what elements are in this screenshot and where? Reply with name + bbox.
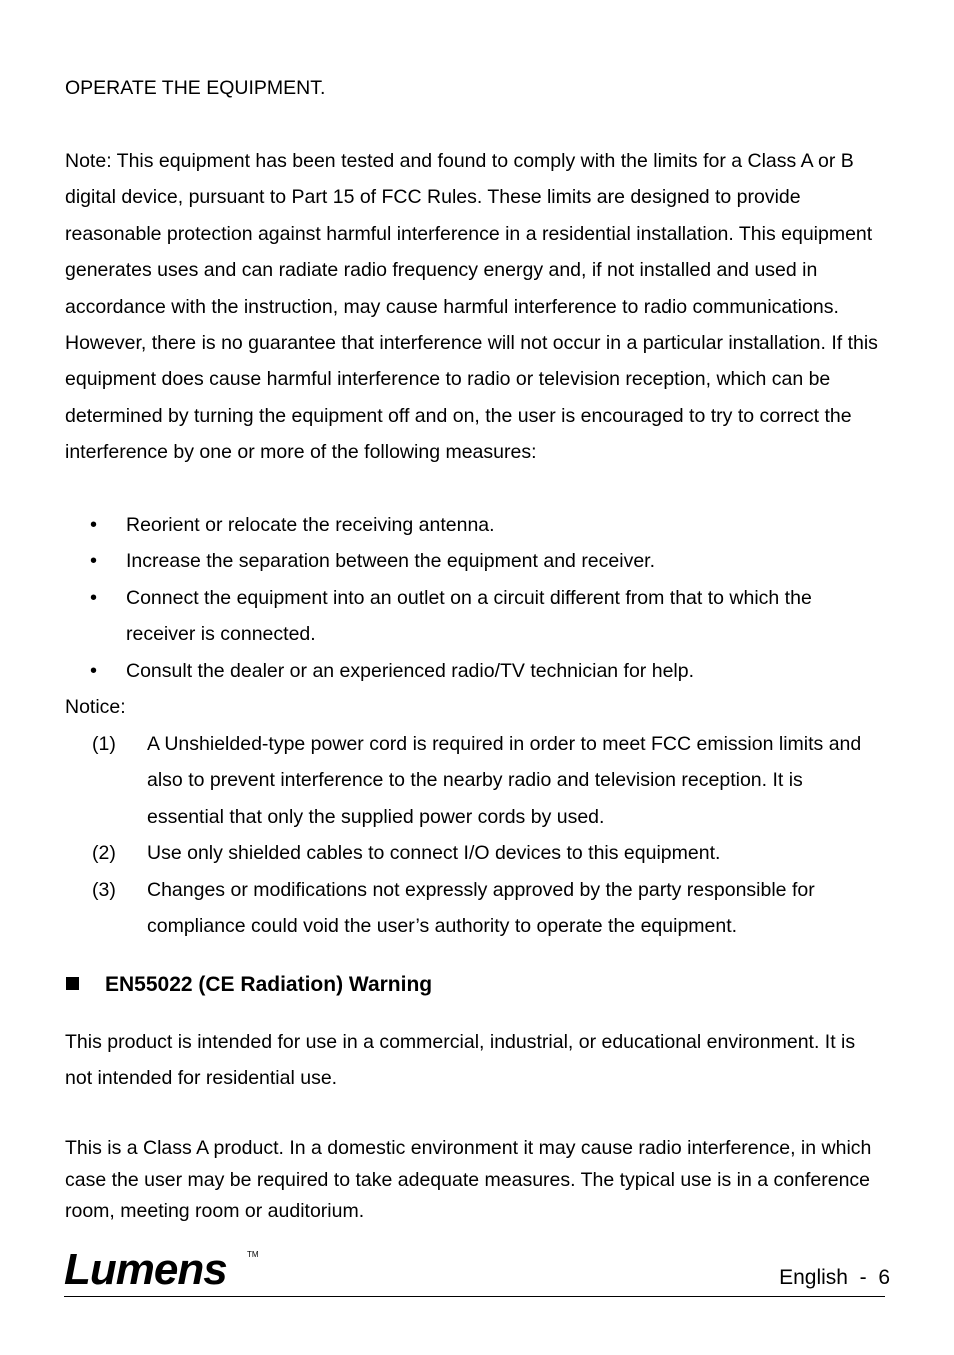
page-footer-label: English - 6 [779, 1266, 890, 1289]
list-item-number: (2) [92, 842, 116, 865]
list-item-text: A Unshielded-type power cord is required in order to meet FCC emission limits and also to prevent interference to the nearby radio and television reception. It is essential that only the supplied power cords by used. [147, 733, 862, 828]
logo-wordmark: Lumens [64, 1245, 227, 1293]
ce-class-a-paragraph: This is a Class A product. In a domestic environment it may cause radio interference, in which case the user may be required to take adequate measures. The typical use is in a conference room, meeting room or auditorium. [65, 1137, 872, 1222]
list-item-text: Changes or modifications not expressly approved by the party responsible for compliance could void the user’s authority to operate the equipment. [147, 878, 815, 938]
section-heading [66, 969, 432, 1001]
footer-divider [64, 1296, 885, 1297]
list-item-text: Reorient or relocate the receiving antenna. [126, 514, 495, 536]
list-item [0, 872, 882, 945]
list-item [0, 580, 856, 653]
list-item-number: (1) [92, 733, 116, 755]
list-item-text: Consult the dealer or an experienced radio/TV technician for help. [126, 659, 695, 682]
list-item-text: Use only shielded cables to connect I/O devices to this equipment. [147, 842, 721, 865]
list-item [0, 835, 882, 871]
list-item [0, 543, 856, 579]
list-item [0, 653, 856, 689]
square-bullet-icon [66, 977, 79, 990]
list-item [0, 726, 882, 835]
bullet-icon: • [90, 586, 98, 609]
bullet-icon: • [90, 659, 98, 682]
trademark-mark: TM [247, 1250, 259, 1259]
measures-list [0, 507, 900, 689]
bullet-icon: • [90, 550, 98, 573]
list-item-number: (3) [92, 878, 116, 901]
bullet-icon: • [90, 514, 98, 536]
list-item [0, 507, 856, 543]
ce-intended-use-paragraph: This product is intended for use in a commercial, industrial, or educational environment. It is not intended for residential use. [65, 1031, 856, 1090]
list-item-text: Connect the equipment into an outlet on a circuit different from that to which the receiver is connected. [126, 586, 812, 646]
list-item-text: Increase the separation between the equipment and receiver. [126, 550, 656, 573]
fcc-note-paragraph: Note: This equipment has been tested and found to comply with the limits for a Class A or B digital device, pursuant to Part 15 of FCC Rules. These limits are designed to provide reasonable protection against harmful interference in a residential installation. This equipment generates uses and can radiate radio frequency energy and, if not installed and used in accordance with the instruction, may cause harmful interference to radio communications. However, there is no guarantee that interference will not occur in a particular installation. If this equipment does cause harmful interference to radio or television reception, which can be determined by turning the equipment off and on, the user is encouraged to try to correct the interference by one or more of the following measures: [65, 150, 878, 464]
notice-label: Notice: [65, 696, 126, 718]
top-line: OPERATE THE EQUIPMENT. [65, 77, 326, 99]
lumens-logo [64, 1243, 264, 1293]
notice-list [0, 726, 900, 944]
section-heading-text: EN55022 (CE Radiation) Warning [105, 973, 433, 996]
